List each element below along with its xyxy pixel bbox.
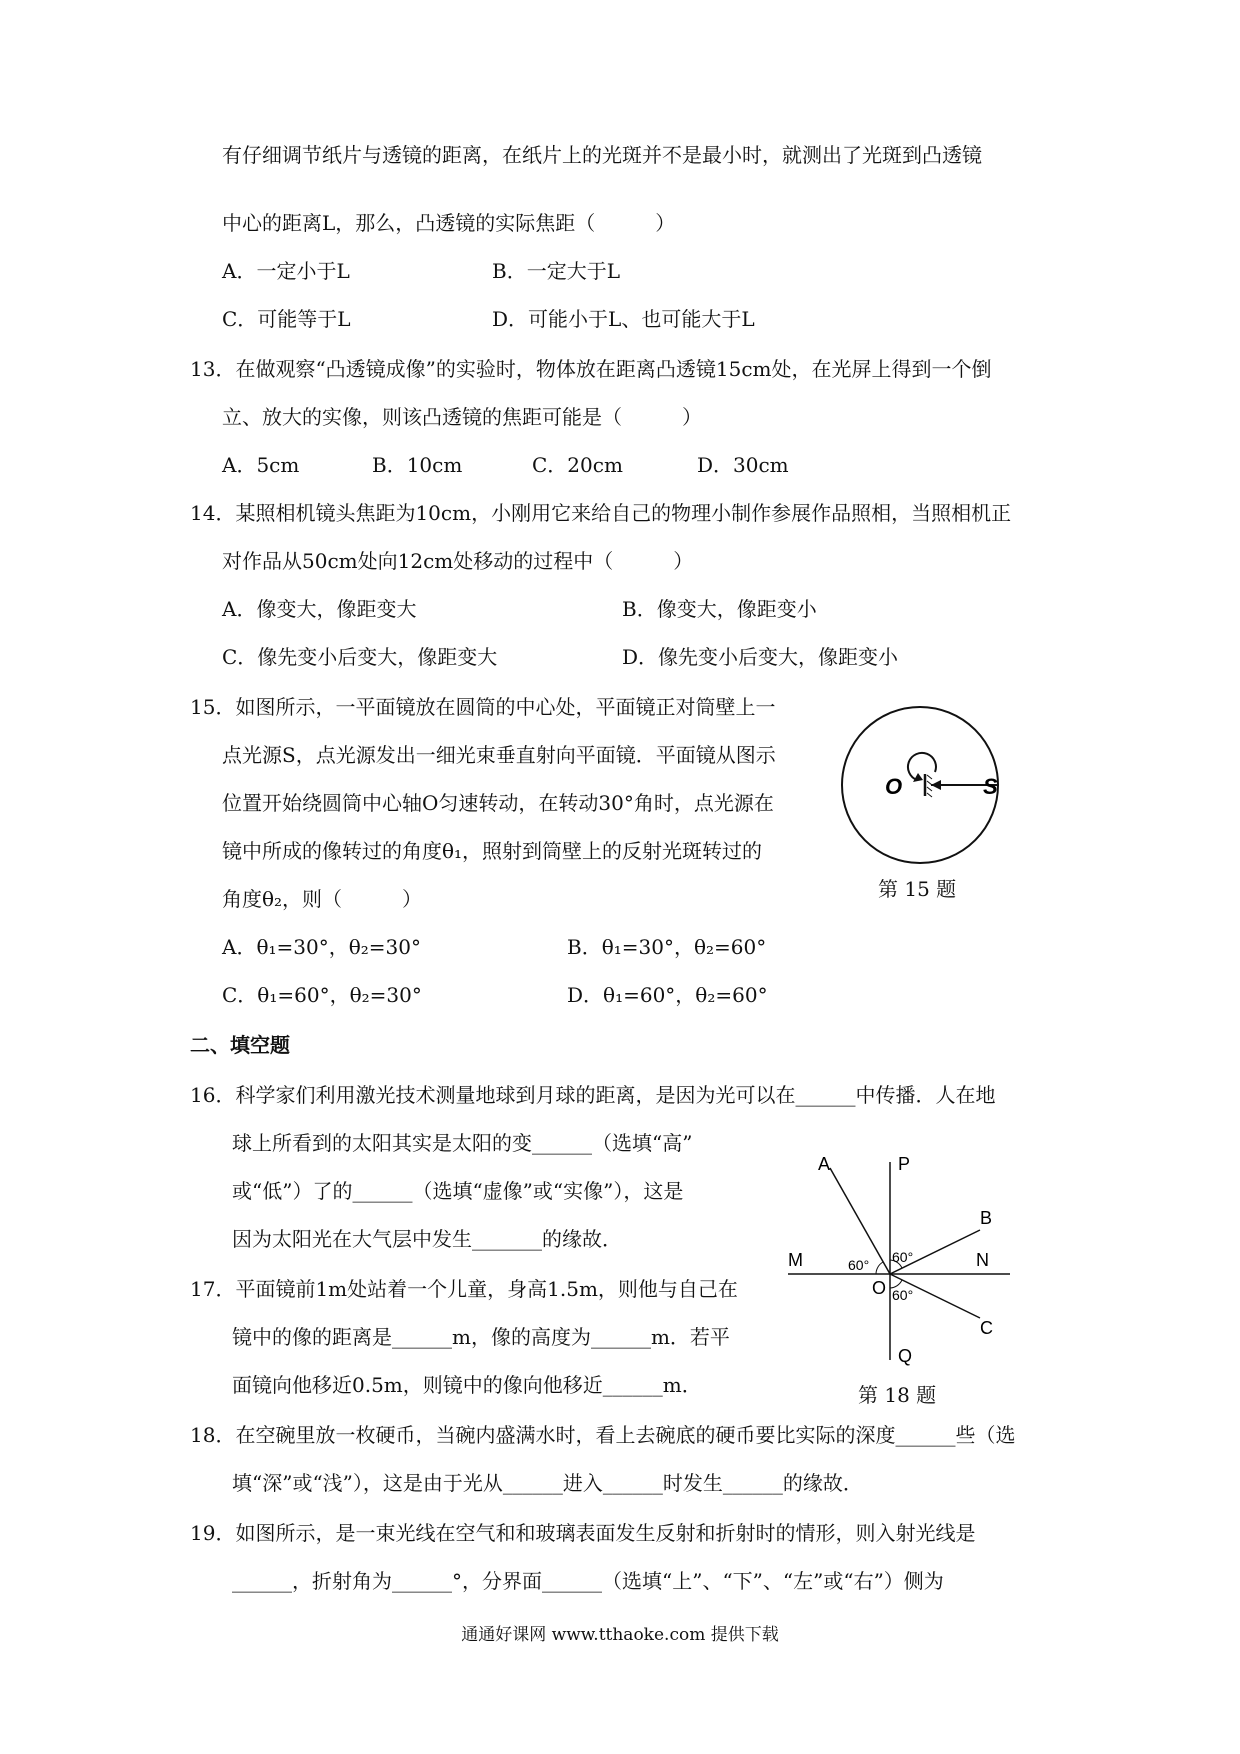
label-m: M (788, 1250, 803, 1270)
beam-arrow-icon (931, 780, 941, 790)
q16-line-1: 16．科学家们利用激光技术测量地球到月球的距离，是因为光可以在______中传播．人在地 (190, 1083, 996, 1107)
q14-line-1: 14．某照相机镜头焦距为10cm，小刚用它来给自己的物理小制作参展作品照相，当照相机正 (190, 501, 1012, 525)
q19-line-2: ______，折射角为______°，分界面______（选填“上”、“下”、“左”或“右”）侧为 (232, 1569, 944, 1593)
figure-18-caption: 第 18 题 (858, 1383, 937, 1407)
q17-line-2: 镜中的像的距离是______m，像的高度为______m．若平 (232, 1325, 730, 1349)
q15-line-3: 位置开始绕圆筒中心轴O匀速转动，在转动30°角时，点光源在 (222, 791, 774, 815)
q13-option-b: B．10cm (372, 453, 463, 477)
q18-line-1: 18．在空碗里放一枚硬币，当碗内盛满水时，看上去碗底的硬币要比实际的深度______些（选 (190, 1423, 1016, 1447)
angle-label-bottom-right: 60° (892, 1287, 914, 1303)
q14-option-c: C．像先变小后变大，像距变大 (222, 645, 498, 669)
rotation-arc (908, 753, 936, 780)
label-q: Q (898, 1346, 913, 1366)
figure-15-cylinder-diagram (835, 700, 1005, 870)
q13-option-a: A．5cm (222, 453, 300, 477)
q18-line-2: 填“深”或“浅”），这是由于光从______进入______时发生______的缘故． (232, 1471, 863, 1495)
q13-option-c: C．20cm (532, 453, 623, 477)
angle-label-top-right: 60° (892, 1249, 914, 1265)
q14-option-a: A．像变大，像距变大 (222, 597, 417, 621)
label-p: P (898, 1154, 911, 1174)
rotation-arrow-icon (913, 773, 923, 782)
q15-line-4: 镜中所成的像转过的角度θ₁，照射到筒壁上的反射光斑转过的 (222, 839, 763, 863)
q16-line-3: 或“低”）了的______（选填“虚像”或“实像”），这是 (232, 1179, 684, 1203)
q16-line-4: 因为太阳光在大气层中发生_______的缘故． (232, 1227, 622, 1251)
q14-option-d: D．像先变小后变大，像距变小 (622, 645, 899, 669)
q14-line-2: 对作品从50cm处向12cm处移动的过程中（ ） (222, 549, 694, 573)
q17-line-1: 17．平面镜前1m处站着一个儿童，身高1.5m，则他与自己在 (190, 1277, 738, 1301)
q12-option-a: A．一定小于L (222, 259, 350, 283)
q15-option-a: A．θ₁=30°，θ₂=30° (222, 935, 421, 959)
label-o: O (872, 1278, 887, 1298)
q17-line-3: 面镜向他移近0.5m，则镜中的像向他移近______m． (232, 1373, 702, 1397)
q15-option-d: D．θ₁=60°，θ₂=60° (567, 983, 768, 1007)
label-o: O (885, 774, 903, 799)
label-c: C (980, 1318, 993, 1338)
q12-option-b: B．一定大于L (492, 259, 620, 283)
q12-line-2: 中心的距离L，那么，凸透镜的实际焦距（ ） (222, 211, 676, 235)
figure-18-reflection-diagram (780, 1140, 1040, 1370)
q13-line-2: 立、放大的实像，则该凸透镜的焦距可能是（ ） (222, 405, 702, 429)
q15-option-b: B．θ₁=30°，θ₂=60° (567, 935, 767, 959)
q13-line-1: 13．在做观察“凸透镜成像”的实验时，物体放在距离凸透镜15cm处，在光屏上得到一个倒 (190, 357, 992, 381)
q15-line-1: 15．如图所示，一平面镜放在圆筒的中心处，平面镜正对筒壁上一 (190, 695, 776, 719)
label-b: B (980, 1208, 993, 1228)
angle-label-left: 60° (848, 1257, 870, 1273)
q19-line-1: 19．如图所示，是一束光线在空气和和玻璃表面发生反射和折射时的情形，则入射光线是 (190, 1521, 976, 1545)
q15-line-2: 点光源S，点光源发出一细光束垂直射向平面镜．平面镜从图示 (222, 743, 776, 767)
q15-option-c: C．θ₁=60°，θ₂=30° (222, 983, 422, 1007)
q12-option-c: C．可能等于L (222, 307, 351, 331)
q13-option-d: D．30cm (697, 453, 789, 477)
section-title: 二、填空题 (190, 1033, 290, 1057)
q12-line-1: 有仔细调节纸片与透镜的距离，在纸片上的光斑并不是最小时，就测出了光斑到凸透镜 (222, 143, 982, 167)
figure-15-caption: 第 15 题 (878, 877, 957, 901)
label-s: S (983, 774, 998, 799)
label-n: N (976, 1250, 989, 1270)
q14-option-b: B．像变大，像距变小 (622, 597, 817, 621)
footer-source: 通通好课网 www.tthaoke.com 提供下载 (461, 1625, 779, 1645)
label-a: A (818, 1154, 831, 1174)
q12-option-d: D．可能小于L、也可能大于L (492, 307, 755, 331)
q15-line-5: 角度θ₂，则（ ） (222, 887, 423, 911)
q16-line-2: 球上所看到的太阳其实是太阳的变______（选填“高” (232, 1131, 693, 1155)
